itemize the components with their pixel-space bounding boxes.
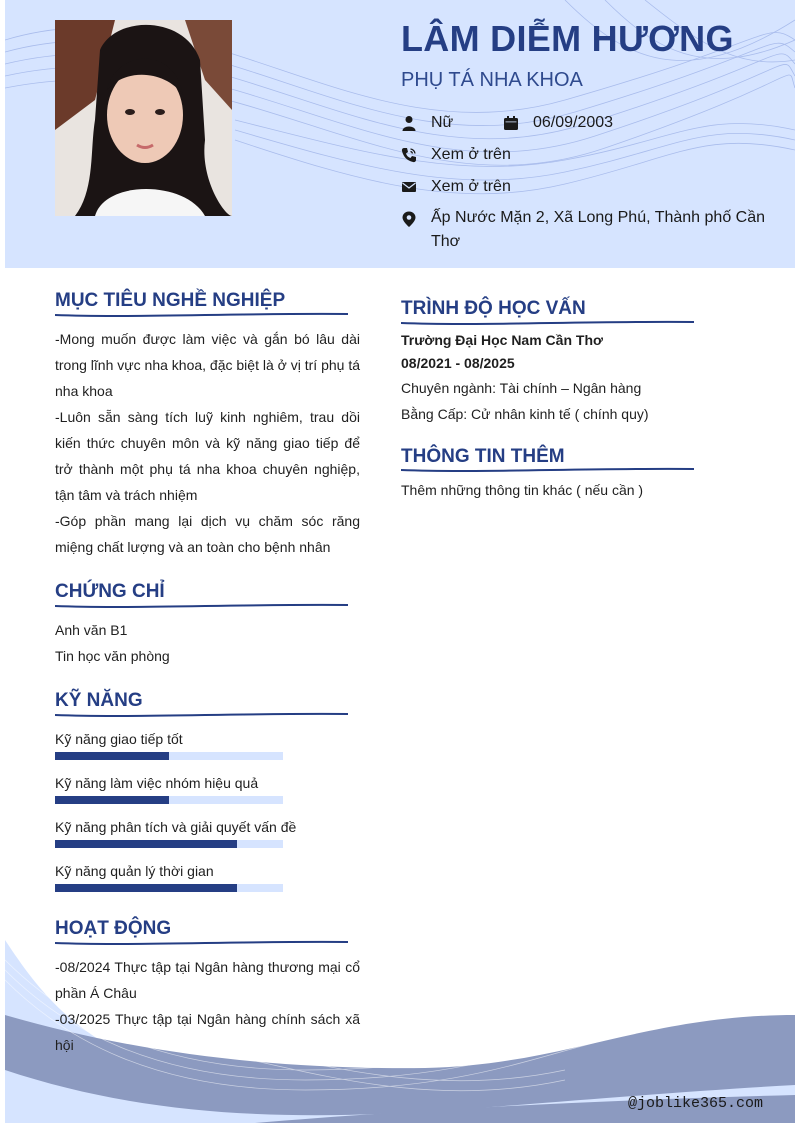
brand-watermark: @joblike365.com [628, 1095, 764, 1112]
dob-row [503, 114, 613, 132]
skill-bar [55, 840, 283, 848]
skill-bar [55, 884, 283, 892]
objective-paragraph-3: -Góp phần mang lại dịch vụ chăm sóc răng miệng chất lượng và an toàn cho bệnh nhân [55, 513, 360, 555]
skill-bar [55, 796, 283, 804]
skills-underline [55, 711, 350, 719]
gender-value: Nữ [431, 114, 454, 131]
objective-underline [55, 311, 350, 319]
dob-value: 06/09/2003 [533, 114, 614, 131]
education-degree: Bằng Cấp: Cử nhân kinh tế ( chính quy) [401, 406, 649, 422]
email-row [401, 178, 511, 196]
certificates-title: CHỨNG CHỈ [55, 581, 165, 602]
candidate-role: PHỤ TÁ NHA KHOA [401, 69, 583, 91]
certificates-underline [55, 602, 350, 610]
certificate-item: Anh văn B1 [55, 622, 128, 638]
skills-title: KỸ NĂNG [55, 690, 143, 711]
address-row [401, 210, 771, 254]
skill-bar-fill [55, 884, 237, 892]
education-period: 08/2021 - 08/2025 [401, 355, 515, 371]
address-line-2: Thơ [431, 233, 461, 250]
education-title: TRÌNH ĐỘ HỌC VẤN [401, 298, 586, 319]
objective-title: MỤC TIÊU NGHỀ NGHIỆP [55, 290, 286, 311]
profile-photo [55, 20, 232, 216]
skill-label: Kỹ năng làm việc nhóm hiệu quả [55, 775, 259, 791]
cv-page [5, 0, 795, 1123]
objective-paragraph-1: -Mong muốn được làm việc và gắn bó lâu dài trong lĩnh vực nha khoa, đặc biệt là ở vị trí phụ tá nha khoa [55, 331, 360, 399]
activity-item: -08/2024 Thực tập tại Ngân hàng thương mại cổ phần Á Châu [55, 959, 360, 1001]
extra-info-title: THÔNG TIN THÊM [401, 446, 565, 467]
calendar-icon [503, 115, 519, 131]
phone-row [401, 146, 511, 164]
envelope-icon [401, 179, 417, 195]
extra-info-underline [401, 466, 696, 474]
phone-icon [401, 147, 417, 163]
extra-info-text: Thêm những thông tin khác ( nếu cần ) [401, 482, 644, 498]
education-major: Chuyên ngành: Tài chính – Ngân hàng [401, 380, 642, 396]
gender-row [401, 114, 453, 132]
education-underline [401, 319, 696, 327]
candidate-name: LÂM DIỄM HƯƠNG [401, 18, 734, 59]
address-line-1: Ấp Nước Mặn 2, Xã Long Phú, Thành phố Cần [431, 209, 766, 226]
school-name: Trường Đại Học Nam Cần Thơ [401, 332, 603, 348]
skill-bar [55, 752, 283, 760]
skill-bar-fill [55, 840, 237, 848]
skill-label: Kỹ năng giao tiếp tốt [55, 731, 183, 747]
skill-label: Kỹ năng phân tích và giải quyết vấn đề [55, 819, 297, 835]
certificate-item: Tin học văn phòng [55, 648, 170, 664]
skill-bar-fill [55, 796, 169, 804]
activity-item: -03/2025 Thực tập tại Ngân hàng chính sách xã hội [55, 1011, 360, 1053]
email-value: Xem ở trên [431, 178, 511, 195]
location-pin-icon [401, 211, 417, 227]
activities-underline [55, 939, 350, 947]
phone-value: Xem ở trên [431, 146, 511, 163]
objective-paragraph-2: -Luôn sẵn sàng tích luỹ kinh nghiêm, trau dồi kiến thức chuyên môn và kỹ năng giao tiếp để trở thành một phụ tá nha khoa chuyên nghiệp, tận tâm và trách nhiệm [55, 409, 360, 503]
person-icon [401, 115, 417, 131]
skill-label: Kỹ năng quản lý thời gian [55, 863, 214, 879]
activities-title: HOẠT ĐỘNG [55, 918, 172, 939]
skill-bar-fill [55, 752, 169, 760]
